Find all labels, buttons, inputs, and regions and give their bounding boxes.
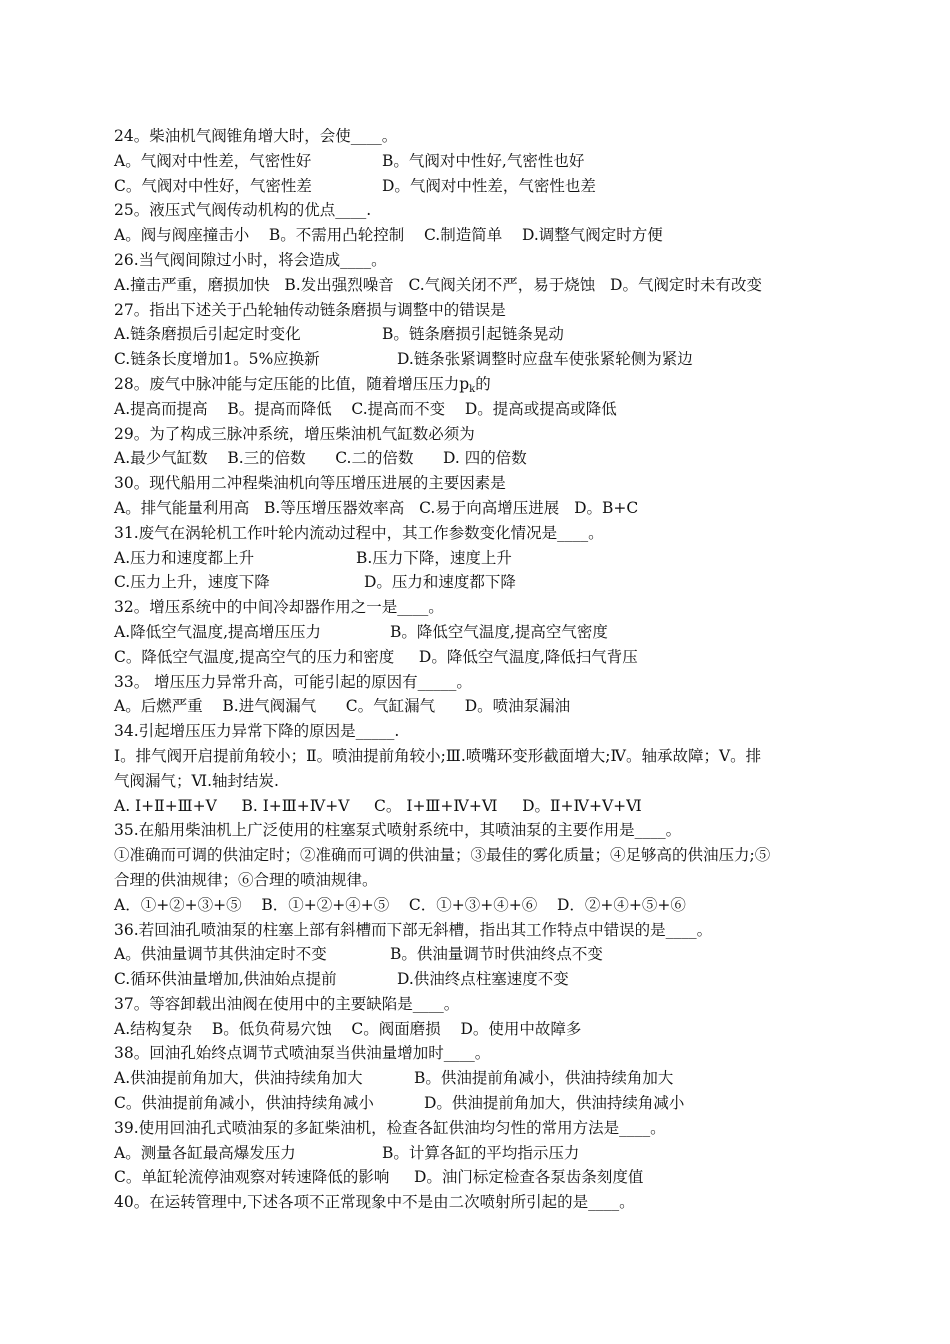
answer-option: C。气阀对中性好，气密性差 bbox=[114, 176, 312, 195]
text-line: C。降低空气温度,提高空气的压力和密度 D。降低空气温度,降低扫气背压 bbox=[114, 647, 638, 666]
answer-option: B。降低空气温度,提高空气密度 bbox=[390, 622, 608, 641]
text-line bbox=[114, 322, 844, 347]
text-line: 39.使用回油孔式喷油泵的多缸柴油机，检查各缸供油均匀性的常用方法是____。 bbox=[114, 1118, 666, 1137]
answer-option: A.供油提前角加大，供油持续角加大 bbox=[114, 1069, 363, 1088]
answer-option: C.循环供油量增加,供油始点提前 bbox=[114, 970, 337, 989]
answer-option: D。气阀对中性差，气密性也差 bbox=[382, 176, 596, 195]
text-line bbox=[114, 174, 844, 199]
text-line: 气阀漏气；Ⅵ.轴封结炭. bbox=[114, 771, 279, 790]
answer-option: B。供油提前角减小，供油持续角加大 bbox=[414, 1069, 674, 1088]
answer-option: B。计算各缸的平均指示压力 bbox=[382, 1143, 580, 1162]
text-line: 35.在船用柴油机上广泛使用的柱塞泵式喷射系统中，其喷油泵的主要作用是____。 bbox=[114, 821, 682, 840]
text-line: 26.当气阀间隙过小时，将会造成____。 bbox=[114, 250, 387, 269]
text-line bbox=[114, 967, 844, 992]
text-line: 32。增压系统中的中间冷却器作用之一是____。 bbox=[114, 598, 444, 617]
text-line: 34.引起增压压力异常下降的原因是_____. bbox=[114, 722, 400, 741]
answer-option: C.压力上升，速度下降 bbox=[114, 573, 270, 592]
text-line: A。后燃严重 B.进气阀漏气 C。气缸漏气 D。喷油泵漏油 bbox=[114, 697, 571, 716]
text-line: A.结构复杂 B。低负荷易穴蚀 C。阀面磨损 D。使用中故障多 bbox=[114, 1019, 582, 1038]
text-line: 40。在运转管理中,下述各项不正常现象中不是由二次喷射所引起的是____。 bbox=[114, 1193, 635, 1212]
answer-option: A。供油量调节其供油定时不变 bbox=[114, 945, 327, 964]
text-line: ①准确而可调的供油定时；②准确而可调的供油量；③最佳的雾化质量；④足够高的供油压力;⑤ bbox=[114, 846, 771, 865]
answer-option: B.压力下降，速度上升 bbox=[356, 548, 512, 567]
text-line bbox=[114, 149, 844, 174]
text-line: 33。 增压压力异常升高，可能引起的原因有_____。 bbox=[114, 672, 472, 691]
text-line: A.最少气缸数 B.三的倍数 C.二的倍数 D. 四的倍数 bbox=[114, 449, 527, 468]
text-line: A。排气能量利用高 B.等压增压器效率高 C.易于向高增压进展 D。B+C bbox=[114, 498, 639, 517]
text-line: C。单缸轮流停油观察对转速降低的影响 D。油门标定检查各泵齿条刻度值 bbox=[114, 1168, 644, 1187]
answer-option: A.链条磨损后引起定时变化 bbox=[114, 325, 301, 344]
text-line bbox=[114, 546, 844, 571]
answer-option: C。供油提前角减小，供油持续角减小 bbox=[114, 1094, 374, 1113]
text-line: A．①+②+③+⑤ B．①+②+④+⑤ C．①+③+④+⑥ D．②+④+⑤+⑥ bbox=[114, 895, 686, 914]
answer-option: C.链条长度增加1。5%应换新 bbox=[114, 350, 320, 369]
question-text: 28。废气中脉冲能与定压能的比值，随着增压压力p bbox=[114, 374, 470, 393]
text-line: A.提高而提高 B。提高而降低 C.提高而不变 D。提高或提高或降低 bbox=[114, 399, 617, 418]
subscript: k bbox=[469, 383, 476, 395]
answer-option: B。链条磨损引起链条晃动 bbox=[382, 325, 564, 344]
text-line: 36.若回油孔喷油泵的柱塞上部有斜槽而下部无斜槽，指出其工作特点中错误的是____。 bbox=[114, 920, 713, 939]
answer-option: A。测量各缸最高爆发压力 bbox=[114, 1143, 296, 1162]
text-line: 38。回油孔始终点调节式喷油泵当供油量增加时____。 bbox=[114, 1044, 491, 1063]
text-line: 30。现代船用二冲程柴油机向等压增压进展的主要因素是 bbox=[114, 474, 506, 493]
text-line: A。阀与阀座撞击小 B。不需用凸轮控制 C.制造简单 D.调整气阀定时方便 bbox=[114, 226, 663, 245]
text-line: 37。等容卸载出油阀在使用中的主要缺陷是____。 bbox=[114, 994, 460, 1013]
text-line: 24。柴油机气阀锥角增大时，会使____。 bbox=[114, 127, 398, 145]
answer-option: B。供油量调节时供油终点不变 bbox=[390, 945, 603, 964]
answer-option: A.压力和速度都上升 bbox=[114, 548, 255, 567]
answer-option: D。压力和速度都下降 bbox=[364, 573, 516, 592]
text-line bbox=[114, 570, 844, 595]
text-line bbox=[114, 372, 844, 397]
text-line bbox=[114, 347, 844, 372]
text-line: 27。指出下述关于凸轮轴传动链条磨损与调整中的错误是 bbox=[114, 300, 506, 319]
text-line: 31.废气在涡轮机工作叶轮内流动过程中，其工作参数变化情况是____。 bbox=[114, 523, 604, 542]
text-line: 25。液压式气阀传动机构的优点____. bbox=[114, 201, 372, 220]
text-line: A.撞击严重，磨损加快 B.发出强烈噪音 C.气阀关闭不严，易于烧蚀 D。气阀定时未有改变 bbox=[114, 275, 762, 294]
text-line: 合理的供油规律；⑥合理的喷油规律。 bbox=[114, 870, 378, 889]
answer-option: A。气阀对中性差，气密性好 bbox=[114, 151, 312, 170]
text-line bbox=[114, 1066, 844, 1091]
text-line bbox=[114, 620, 844, 645]
answer-option: D.链条张紧调整时应盘车使张紧轮侧为紧边 bbox=[397, 350, 693, 369]
answer-option: B。气阀对中性好,气密性也好 bbox=[382, 151, 585, 170]
text-line: Ⅰ。排气阀开启提前角较小；Ⅱ。喷油提前角较小;Ⅲ.喷嘴环变形截面增大;Ⅳ。轴承故障；Ⅴ。排 bbox=[114, 746, 762, 765]
text-line bbox=[114, 942, 844, 967]
answer-option: D.供油终点柱塞速度不变 bbox=[397, 970, 569, 989]
answer-option: D。供油提前角加大，供油持续角减小 bbox=[424, 1094, 685, 1113]
text-line bbox=[114, 1091, 844, 1116]
text-line: A. Ⅰ+Ⅱ+Ⅲ+Ⅴ B. Ⅰ+Ⅲ+Ⅳ+Ⅴ C。 Ⅰ+Ⅲ+Ⅳ+Ⅵ D。Ⅱ+Ⅳ+Ⅴ+Ⅵ bbox=[114, 796, 642, 815]
text-line: 29。为了构成三脉冲系统，增压柴油机气缸数必须为 bbox=[114, 424, 475, 443]
text-line bbox=[114, 1141, 844, 1166]
answer-option: A.降低空气温度,提高增压压力 bbox=[114, 622, 322, 641]
question-list bbox=[114, 124, 844, 1215]
question-text-suffix: 的 bbox=[475, 374, 491, 393]
